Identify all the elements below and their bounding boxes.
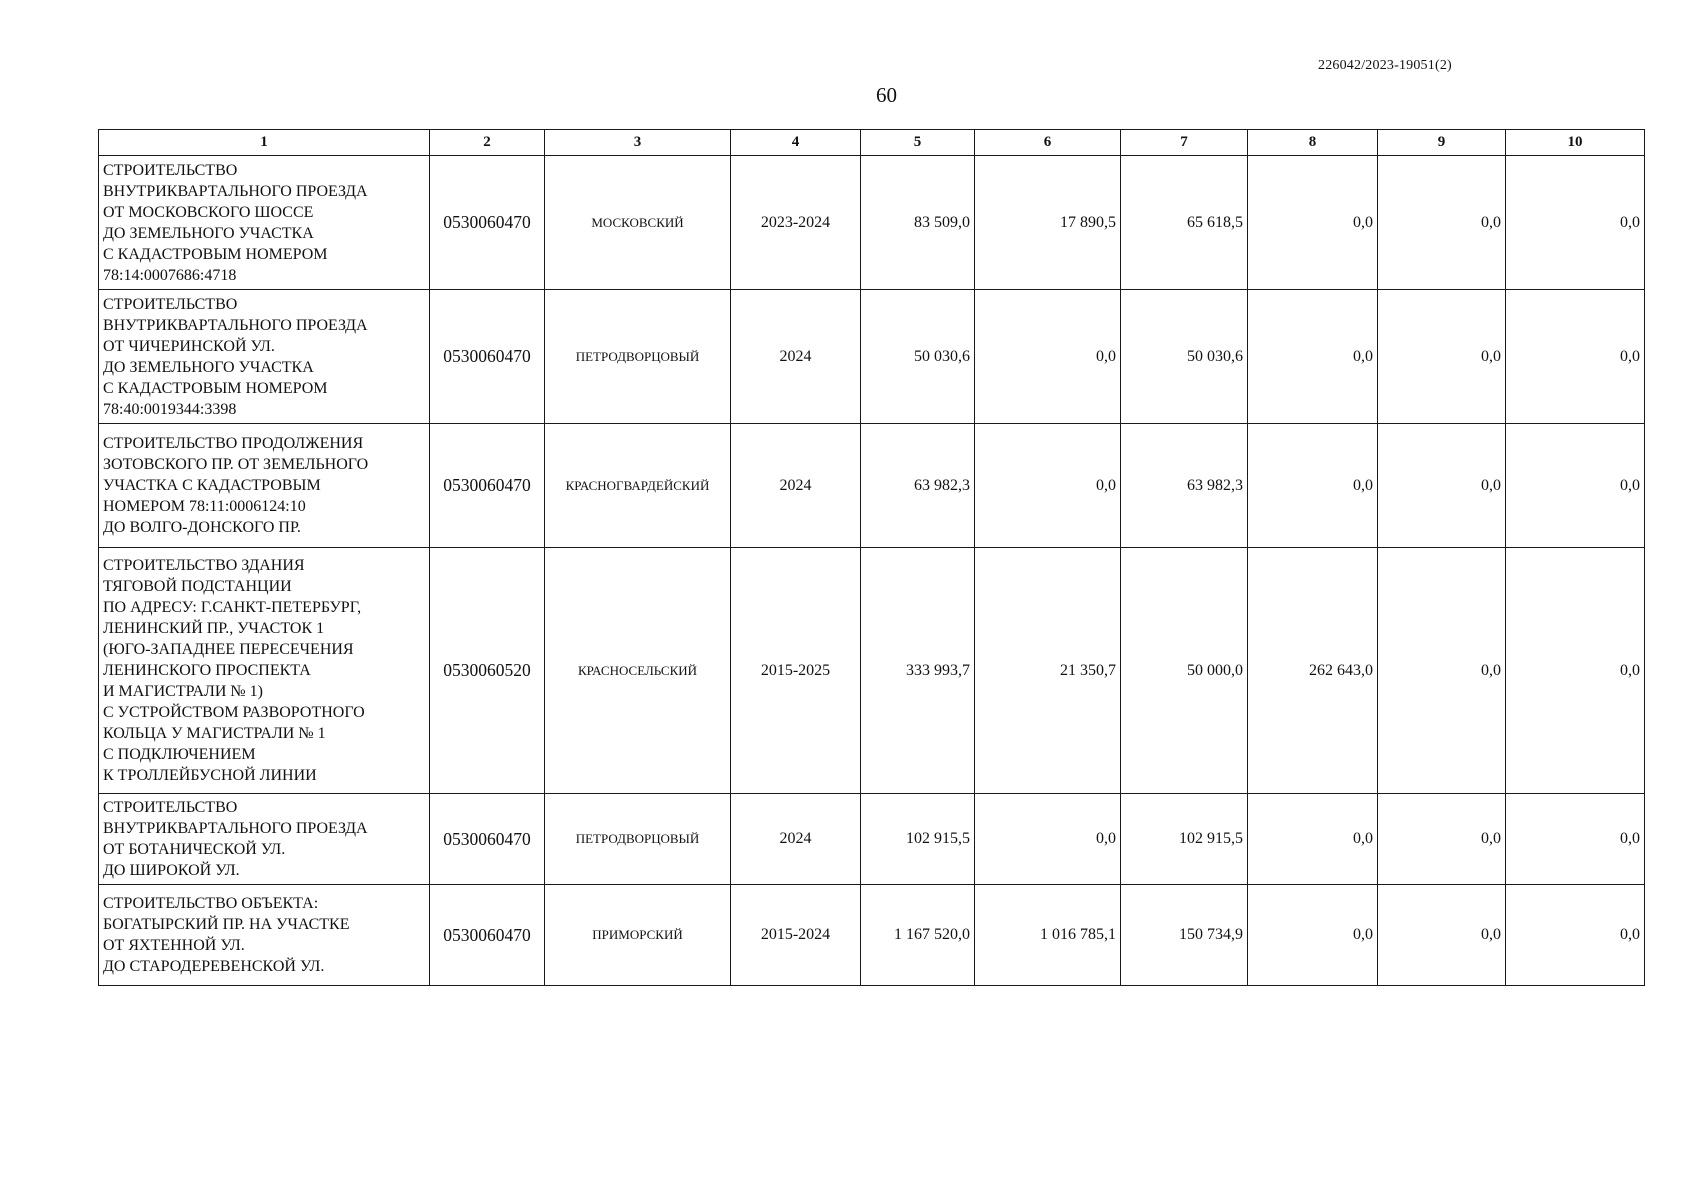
value-cell-9: 0,0 [1378, 424, 1506, 548]
column-header: 9 [1378, 130, 1506, 156]
district-cell: КРАСНОГВАРДЕЙСКИЙ [545, 424, 731, 548]
table-row [99, 290, 1645, 424]
code-cell: 0530060470 [430, 290, 545, 424]
value-cell-9: 0,0 [1378, 794, 1506, 885]
column-header: 7 [1121, 130, 1248, 156]
value-cell-8: 0,0 [1248, 885, 1378, 986]
value-cell-9: 0,0 [1378, 548, 1506, 794]
value-cell-6: 1 016 785,1 [975, 885, 1121, 986]
code-cell: 0530060470 [430, 885, 545, 986]
period-cell: 2024 [731, 794, 861, 885]
period-cell: 2023-2024 [731, 156, 861, 290]
column-header: 3 [545, 130, 731, 156]
object-name-line: СТРОИТЕЛЬСТВО [103, 799, 238, 816]
period-cell: 2015-2025 [731, 548, 861, 794]
object-name-line: 78:40:0019344:3398 [103, 400, 237, 418]
table-row [99, 885, 1645, 986]
table-row [99, 794, 1645, 885]
value-cell-9: 0,0 [1378, 885, 1506, 986]
object-name-line: ПО АДРЕСУ: Г.САНКТ-ПЕТЕРБУРГ, [103, 599, 362, 616]
object-name-line: ВНУТРИКВАРТАЛЬНОГО ПРОЕЗДА [103, 316, 368, 334]
value-cell-5: 333 993,7 [861, 548, 975, 794]
column-header: 1 [99, 130, 430, 156]
object-name-line: СТРОИТЕЛЬСТВО ЗДАНИЯ [103, 557, 305, 574]
value-cell-5: 102 915,5 [861, 794, 975, 885]
value-cell-10: 0,0 [1506, 424, 1645, 548]
district-cell: ПРИМОРСКИЙ [545, 885, 731, 986]
column-header: 6 [975, 130, 1121, 156]
object-name-line: (ЮГО-ЗАПАДНЕЕ ПЕРЕСЕЧЕНИЯ [103, 641, 354, 658]
value-cell-8: 262 643,0 [1248, 548, 1378, 794]
value-cell-5: 1 167 520,0 [861, 885, 975, 986]
column-header: 10 [1506, 130, 1645, 156]
object-name-line: ЛЕНИНСКОГО ПРОСПЕКТА [103, 662, 311, 679]
value-cell-9: 0,0 [1378, 290, 1506, 424]
object-name-line: ОТ ЯХТЕННОЙ УЛ. [103, 937, 245, 954]
object-name-line: ЗОТОВСКОГО ПР. ОТ ЗЕМЕЛЬНОГО [103, 456, 369, 473]
value-cell-8: 0,0 [1248, 156, 1378, 290]
object-name-line: С КАДАСТРОВЫМ НОМЕРОМ [103, 245, 328, 263]
object-name-cell [99, 290, 430, 424]
object-name-line: СТРОИТЕЛЬСТВО [103, 295, 238, 313]
object-name-line: ЛЕНИНСКИЙ ПР., УЧАСТОК 1 [103, 620, 325, 637]
page-number: 60 [876, 83, 897, 107]
object-name-cell [99, 548, 430, 794]
value-cell-8: 0,0 [1248, 290, 1378, 424]
period-cell: 2015-2024 [731, 885, 861, 986]
code-cell: 0530060520 [430, 548, 545, 794]
object-name-cell [99, 885, 430, 986]
value-cell-6: 17 890,5 [975, 156, 1121, 290]
code-cell: 0530060470 [430, 794, 545, 885]
table-row [99, 548, 1645, 794]
object-name-line: С КАДАСТРОВЫМ НОМЕРОМ [103, 379, 328, 397]
object-name-cell [99, 156, 430, 290]
object-name-line: ТЯГОВОЙ ПОДСТАНЦИИ [103, 578, 292, 595]
period-cell: 2024 [731, 290, 861, 424]
value-cell-10: 0,0 [1506, 548, 1645, 794]
object-name-line: ОТ ЧИЧЕРИНСКОЙ УЛ. [103, 337, 275, 355]
code-cell: 0530060470 [430, 424, 545, 548]
object-name-line: ДО ШИРОКОЙ УЛ. [103, 862, 240, 879]
value-cell-7: 102 915,5 [1121, 794, 1248, 885]
district-cell: ПЕТРОДВОРЦОВЫЙ [545, 794, 731, 885]
object-name-line: НОМЕРОМ 78:11:0006124:10 [103, 498, 306, 515]
code-cell: 0530060470 [430, 156, 545, 290]
data-table [98, 129, 1645, 986]
table-row [99, 156, 1645, 290]
value-cell-6: 0,0 [975, 424, 1121, 548]
object-name-line: ВНУТРИКВАРТАЛЬНОГО ПРОЕЗДА [103, 820, 368, 837]
object-name-line: ДО ВОЛГО-ДОНСКОГО ПР. [103, 519, 301, 536]
object-name-line: БОГАТЫРСКИЙ ПР. НА УЧАСТКЕ [103, 916, 350, 933]
object-name-line: УЧАСТКА С КАДАСТРОВЫМ [103, 477, 321, 494]
value-cell-5: 83 509,0 [861, 156, 975, 290]
value-cell-6: 21 350,7 [975, 548, 1121, 794]
value-cell-6: 0,0 [975, 290, 1121, 424]
value-cell-6: 0,0 [975, 794, 1121, 885]
object-name-line: К ТРОЛЛЕЙБУСНОЙ ЛИНИИ [103, 767, 317, 784]
period-cell: 2024 [731, 424, 861, 548]
value-cell-7: 150 734,9 [1121, 885, 1248, 986]
value-cell-9: 0,0 [1378, 156, 1506, 290]
column-header: 5 [861, 130, 975, 156]
column-header: 8 [1248, 130, 1378, 156]
object-name-line: ВНУТРИКВАРТАЛЬНОГО ПРОЕЗДА [103, 182, 368, 200]
object-name-line: ОТ МОСКОВСКОГО ШОССЕ [103, 203, 314, 221]
object-name-line: ОТ БОТАНИЧЕСКОЙ УЛ. [103, 841, 286, 858]
value-cell-5: 50 030,6 [861, 290, 975, 424]
value-cell-7: 50 030,6 [1121, 290, 1248, 424]
value-cell-7: 65 618,5 [1121, 156, 1248, 290]
object-name-line: СТРОИТЕЛЬСТВО ОБЪЕКТА: [103, 895, 319, 912]
object-name-line: 78:14:0007686:4718 [103, 266, 237, 284]
value-cell-10: 0,0 [1506, 156, 1645, 290]
object-name-cell [99, 794, 430, 885]
object-name-line: С ПОДКЛЮЧЕНИЕМ [103, 746, 256, 763]
object-name-line: ДО ЗЕМЕЛЬНОГО УЧАСТКА [103, 224, 314, 242]
value-cell-10: 0,0 [1506, 885, 1645, 986]
value-cell-7: 50 000,0 [1121, 548, 1248, 794]
object-name-line: СТРОИТЕЛЬСТВО ПРОДОЛЖЕНИЯ [103, 435, 364, 452]
object-name-line: СТРОИТЕЛЬСТВО [103, 161, 238, 179]
object-name-line: И МАГИСТРАЛИ № 1) [103, 683, 263, 700]
table-row [99, 424, 1645, 548]
value-cell-8: 0,0 [1248, 794, 1378, 885]
object-name-line: КОЛЬЦА У МАГИСТРАЛИ № 1 [103, 725, 326, 742]
value-cell-5: 63 982,3 [861, 424, 975, 548]
object-name-line: ДО СТАРОДЕРЕВЕНСКОЙ УЛ. [103, 958, 325, 975]
object-name-line: С УСТРОЙСТВОМ РАЗВОРОТНОГО [103, 704, 365, 721]
district-cell: МОСКОВСКИЙ [545, 156, 731, 290]
district-cell: КРАСНОСЕЛЬСКИЙ [545, 548, 731, 794]
value-cell-7: 63 982,3 [1121, 424, 1248, 548]
value-cell-10: 0,0 [1506, 794, 1645, 885]
object-name-line: ДО ЗЕМЕЛЬНОГО УЧАСТКА [103, 358, 314, 376]
document-registration-number: 226042/2023-19051(2) [1318, 58, 1452, 73]
district-cell: ПЕТРОДВОРЦОВЫЙ [545, 290, 731, 424]
value-cell-8: 0,0 [1248, 424, 1378, 548]
value-cell-10: 0,0 [1506, 290, 1645, 424]
column-header: 4 [731, 130, 861, 156]
table-header-row [99, 130, 1645, 156]
column-header: 2 [430, 130, 545, 156]
object-name-cell [99, 424, 430, 548]
